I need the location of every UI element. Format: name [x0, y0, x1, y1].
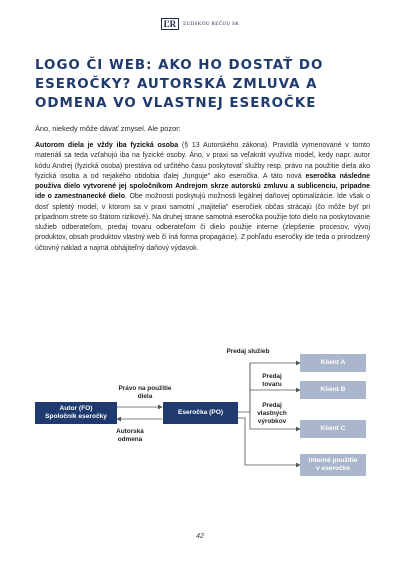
label-sale-goods: Predaj tovaru — [262, 373, 282, 388]
paragraph-text-1: (§ 13 Autorského zákona). Pravidlá vymenované v tomto materiáli sa teda vzťahujú iba na fyzické osoby. Áno, v praxi sa veľakrát využíva model, kedy napr. autor kódu Andrej (fyzická osoba) prestáva od určitého času poskytovať služby resp. právo na použitie diela ako fyzická osoba a od nejakého obdobia ďalej „funguje" ako eseročka. A táto nová — [35, 142, 370, 180]
flow-diagram — [0, 340, 400, 490]
label-sale-services: Predaj služieb — [226, 348, 270, 355]
chapter-title: LOGO ČI WEB: AKO HO DOSTAŤ DO ESEROČKY? AUTORSKÁ ZMLUVA A ODMENA VO VLASTNEJ ESEROČKE — [35, 58, 324, 111]
page-number: 42 — [196, 533, 204, 540]
publisher-logo: ĽR — [161, 18, 180, 30]
internal-use-box: Interné použitie v eseročke — [300, 454, 366, 476]
page-header — [0, 18, 400, 30]
label-royalty: Autorská odmena — [116, 428, 144, 443]
bold-phrase-sublicense: eseročka následne používa dielo vytvorené jej spoločníkom Andrejom skrze autorskú zmluvu a sublicenciu, prípadne ide o zamestnanecké dielo — [35, 172, 370, 201]
label-right-to-use: Právo na použitie diela — [118, 385, 172, 400]
company-box: Eseročka (PO) — [163, 402, 238, 424]
author-box: Autor (FO) Spoločník eseročky — [35, 402, 117, 424]
body-paragraph — [35, 141, 370, 254]
client-a-box: Klient A — [300, 354, 366, 372]
paragraph-text-2: . Obe možnosti poskytujú možnosti legálnej daňovej optimalizácie. Ide však o dosť spletitý model, v ktorom sa v praxi samotní „majitelia" eseročiek občas strácajú (čo môže byť pri prípadnom strete so štátom rizikové). Na druhej strane samotná eseročka použije toto dielo na poskytovanie služieb odberateľom, predaj tovaru odberateľom či dielo použije interne (zlepšenie procesov, vývoj produktov, obsah produktov vlastný web či iná forma propagácie). Z pohľadu eseročky ide teda o prirodzený účtovný náklad a najmä obhájiteľný daňový výdavok. — [35, 193, 371, 252]
label-sale-products: Predaj vlastných výrobkov — [257, 402, 287, 425]
intro-text: Áno, niekedy môže dávať zmysel. Ale pozor: — [35, 124, 181, 133]
client-b-box: Klient B — [300, 381, 366, 399]
publisher-brand: ĽUDSKOU REČOU SK — [183, 21, 240, 27]
client-c-box: Klient C — [300, 420, 366, 438]
bold-phrase-author: Autorom diela je vždy iba fyzická osoba — [35, 142, 179, 149]
